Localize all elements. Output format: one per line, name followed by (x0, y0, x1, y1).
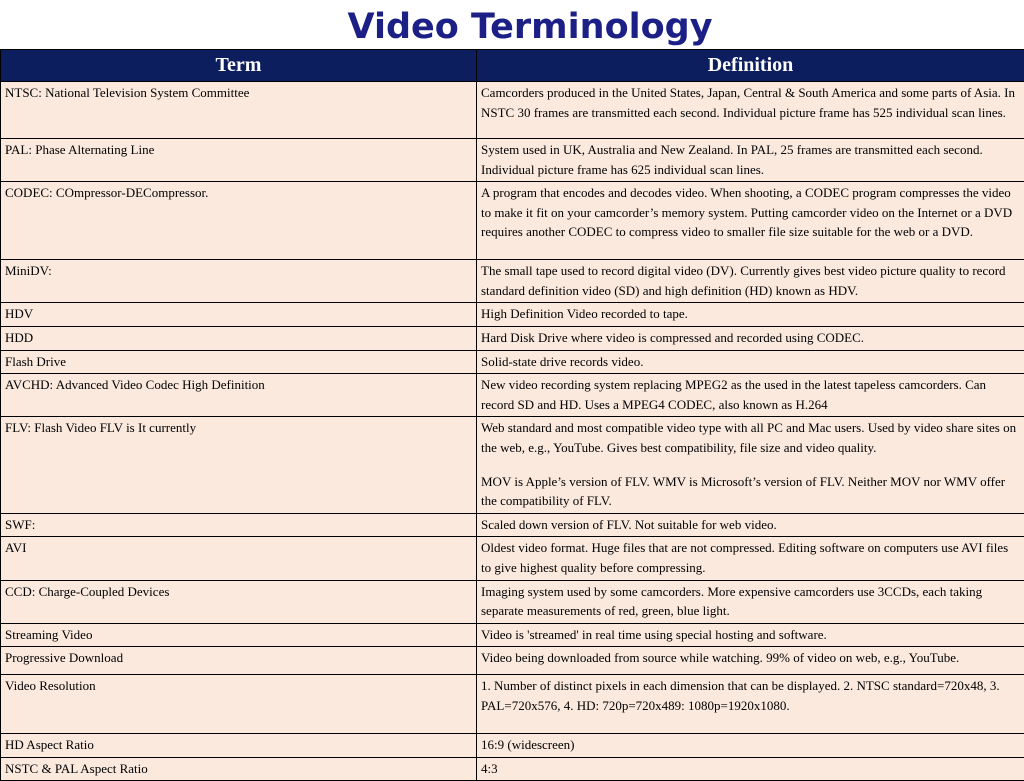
definition-paragraph: 4:3 (481, 759, 1020, 779)
term-cell: Video Resolution (1, 675, 477, 734)
table-row (1, 374, 1024, 417)
term-cell: PAL: Phase Alternating Line (1, 139, 477, 182)
term-cell: NTSC: National Television System Committee (1, 82, 477, 139)
table-row (1, 757, 1024, 781)
table-row (1, 647, 1024, 675)
definition-cell (477, 82, 1024, 139)
table-row (1, 82, 1024, 139)
page-title: Video Terminology (0, 5, 1024, 49)
table-row (1, 734, 1024, 758)
definition-paragraph: Camcorders produced in the United States, Japan, Central & South America and some parts of Asia. In NSTC 30 frames are transmitted each second. Individual picture frame has 525 individual scan lines. (481, 83, 1020, 122)
definition-cell (477, 580, 1024, 623)
definition-cell (477, 260, 1024, 303)
table-row (1, 513, 1024, 537)
term-cell: MiniDV: (1, 260, 477, 303)
table-row (1, 623, 1024, 647)
definition-paragraph: Solid-state drive records video. (481, 352, 1020, 372)
table-header-row (1, 50, 1024, 82)
column-header-term: Term (1, 50, 477, 82)
table-row (1, 326, 1024, 350)
definition-cell (477, 374, 1024, 417)
definition-paragraph: High Definition Video recorded to tape. (481, 304, 1020, 324)
table-row (1, 537, 1024, 580)
definition-paragraph: The small tape used to record digital video (DV). Currently gives best video picture quality to record standard definition video (SD) and high definition (HD) known as HDV. (481, 261, 1020, 300)
table-row (1, 260, 1024, 303)
terminology-table (0, 49, 1024, 781)
term-cell: Progressive Download (1, 647, 477, 675)
definition-cell (477, 139, 1024, 182)
definition-paragraph: Hard Disk Drive where video is compressed and recorded using CODEC. (481, 328, 1020, 348)
term-cell: HD Aspect Ratio (1, 734, 477, 758)
column-header-definition: Definition (477, 50, 1024, 82)
table-body (1, 82, 1024, 781)
term-cell: AVI (1, 537, 477, 580)
definition-paragraph: Scaled down version of FLV. Not suitable for web video. (481, 515, 1020, 535)
table-row (1, 580, 1024, 623)
term-cell: Flash Drive (1, 350, 477, 374)
term-cell: Streaming Video (1, 623, 477, 647)
definition-cell (477, 623, 1024, 647)
table-row (1, 675, 1024, 734)
definition-paragraph: Imaging system used by some camcorders. More expensive camcorders use 3CCDs, each taking separate measurements of red, green, blue light. (481, 582, 1020, 621)
term-cell: NSTC & PAL Aspect Ratio (1, 757, 477, 781)
definition-paragraph: MOV is Apple’s version of FLV. WMV is Microsoft’s version of FLV. Neither MOV nor WMV offer the compatibility of FLV. (481, 472, 1020, 511)
definition-paragraph: Video being downloaded from source while watching. 99% of video on web, e.g., YouTube. (481, 648, 1020, 668)
definition-paragraph: 16:9 (widescreen) (481, 735, 1020, 755)
definition-cell (477, 417, 1024, 513)
definition-paragraph: Web standard and most compatible video type with all PC and Mac users. Used by video share sites on the web, e.g., YouTube. Gives best compatibility, file size and video quality. (481, 418, 1020, 457)
table-row (1, 350, 1024, 374)
definition-cell (477, 647, 1024, 675)
table-row (1, 417, 1024, 513)
table-row (1, 182, 1024, 260)
definition-cell (477, 303, 1024, 327)
definition-cell (477, 757, 1024, 781)
term-cell: FLV: Flash Video FLV is It currently (1, 417, 477, 513)
table-row (1, 139, 1024, 182)
definition-cell (477, 513, 1024, 537)
definition-paragraph: Video is 'streamed' in real time using special hosting and software. (481, 625, 1020, 645)
term-cell: CODEC: COmpressor-DECompressor. (1, 182, 477, 260)
definition-cell (477, 675, 1024, 734)
definition-paragraph: Oldest video format. Huge files that are not compressed. Editing software on computers use AVI files to give highest quality before compressing. (481, 538, 1020, 577)
definition-cell (477, 326, 1024, 350)
definition-paragraph: New video recording system replacing MPEG2 as the used in the latest tapeless camcorders. Can record SD and HD. Uses a MPEG4 CODEC, also known as H.264 (481, 375, 1020, 414)
definition-cell (477, 537, 1024, 580)
definition-paragraph: System used in UK, Australia and New Zealand. In PAL, 25 frames are transmitted each second. Individual picture frame has 625 individual scan lines. (481, 140, 1020, 179)
definition-cell (477, 350, 1024, 374)
term-cell: CCD: Charge-Coupled Devices (1, 580, 477, 623)
term-cell: AVCHD: Advanced Video Codec High Definition (1, 374, 477, 417)
definition-cell (477, 734, 1024, 758)
term-cell: HDV (1, 303, 477, 327)
term-cell: HDD (1, 326, 477, 350)
term-cell: SWF: (1, 513, 477, 537)
definition-cell (477, 182, 1024, 260)
definition-paragraph: 1. Number of distinct pixels in each dimension that can be displayed. 2. NTSC standard=720x48, 3. PAL=720x576, 4. HD: 720p=720x489: 1080p=1920x1080. (481, 676, 1020, 715)
definition-paragraph: A program that encodes and decodes video. When shooting, a CODEC program compresses the video to make it fit on your camcorder’s memory system. Putting camcorder video on the Internet or a DVD requires another CODEC to compress video to smaller file size suitable for the web or a DVD. (481, 183, 1020, 242)
table-row (1, 303, 1024, 327)
